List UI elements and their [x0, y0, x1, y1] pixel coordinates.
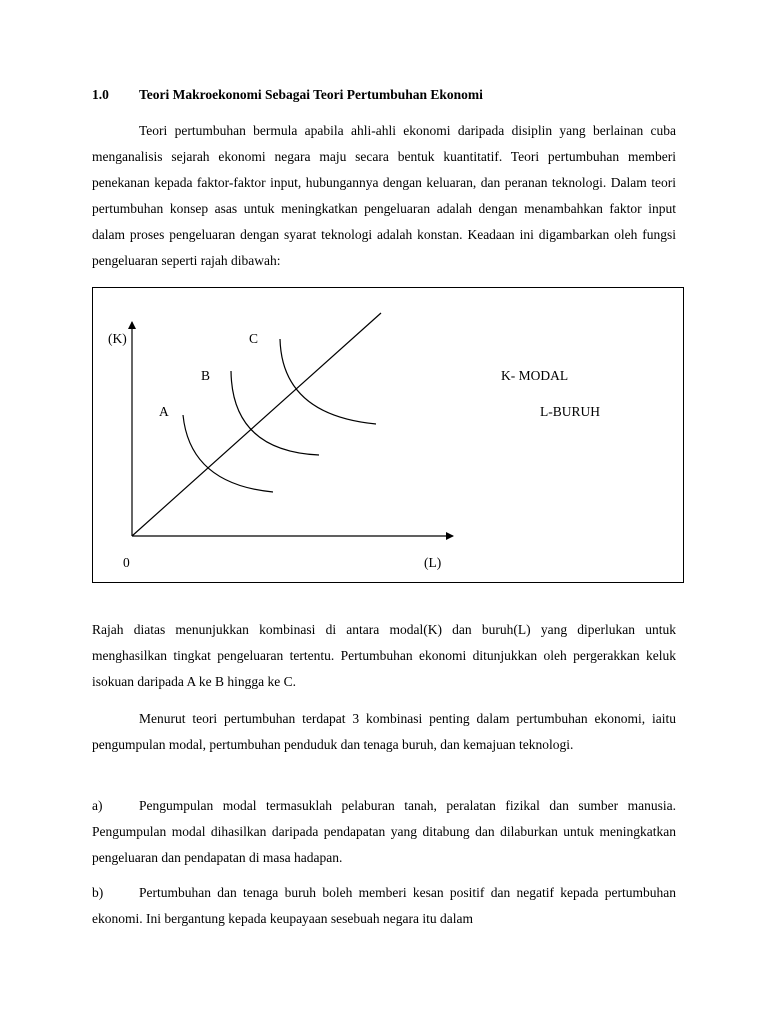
isoquant-diagram — [93, 288, 683, 582]
list-marker-a: a) — [92, 798, 103, 813]
isoquant-curve-a — [183, 415, 273, 492]
list-text-a: Pengumpulan modal termasuklah pelaburan tanah, peralatan fizikal dan sumber manusia. Pengumpulan modal dihasilkan daripada pendapatan yang ditabung dan dilaburkan untuk meningkatkan pengeluaran dan pendapatan di masa hadapan. — [92, 798, 676, 865]
list-marker-b: b) — [92, 885, 104, 900]
legend-buruh: L-BURUH — [540, 404, 600, 419]
section-number: 1.0 — [92, 87, 109, 102]
y-axis-label: (K) — [108, 331, 127, 346]
production-function-figure — [92, 287, 684, 583]
origin-label: 0 — [123, 555, 130, 570]
intro-paragraph: Teori pertumbuhan bermula apabila ahli-ahli ekonomi daripada disiplin yang berlainan cuba menganalisis sejarah ekonomi negara maju secara bentuk kuantitatif. Teori pertumbuhan memberi penekanan kepada faktor-faktor input, hubungannya dengan keluaran, dan peranan teknologi. Dalam teori pertumbuhan konsep asas untuk meningkatkan pengeluaran adalah dengan menambahkan faktor input dalam proses pengeluaran dengan syarat teknologi adalah konstan. Keadaan ini digambarkan oleh fungsi pengeluaran seperti rajah dibawah: — [92, 123, 676, 268]
figure-explanation-paragraph: Rajah diatas menunjukkan kombinasi di antara modal(K) dan buruh(L) yang diperlukan untuk menghasilkan tingkat pengeluaran tertentu. Pertumbuhan ekonomi ditunjukkan oleh pergerakkan keluk isokuan daripada A ke B hingga ke C. — [92, 622, 676, 689]
combinations-paragraph: Menurut teori pertumbuhan terdapat 3 kombinasi penting dalam pertumbuhan ekonomi, iaitu pengumpulan modal, pertumbuhan penduduk dan tenaga buruh, dan kemajuan teknologi. — [92, 711, 676, 752]
isoquant-curve-b — [231, 371, 319, 455]
legend-modal: K- MODAL — [501, 368, 569, 383]
section-heading — [92, 86, 692, 104]
curve-label-b: B — [201, 368, 211, 383]
list-text-b: Pertumbuhan dan tenaga buruh boleh memberi kesan positif dan negatif kepada pertumbuhan ekonomi. Ini bergantung kepada keupayaan sesebuah negara itu dalam — [92, 885, 676, 926]
section-title: Teori Makroekonomi Sebagai Teori Pertumbuhan Ekonomi — [139, 87, 483, 102]
list-item-a — [92, 793, 676, 871]
list-item-b — [92, 880, 676, 932]
x-axis-label: (L) — [424, 555, 442, 570]
curve-label-a: A — [159, 404, 169, 419]
curve-label-c: C — [249, 331, 259, 346]
isoquant-curve-c — [280, 339, 376, 424]
